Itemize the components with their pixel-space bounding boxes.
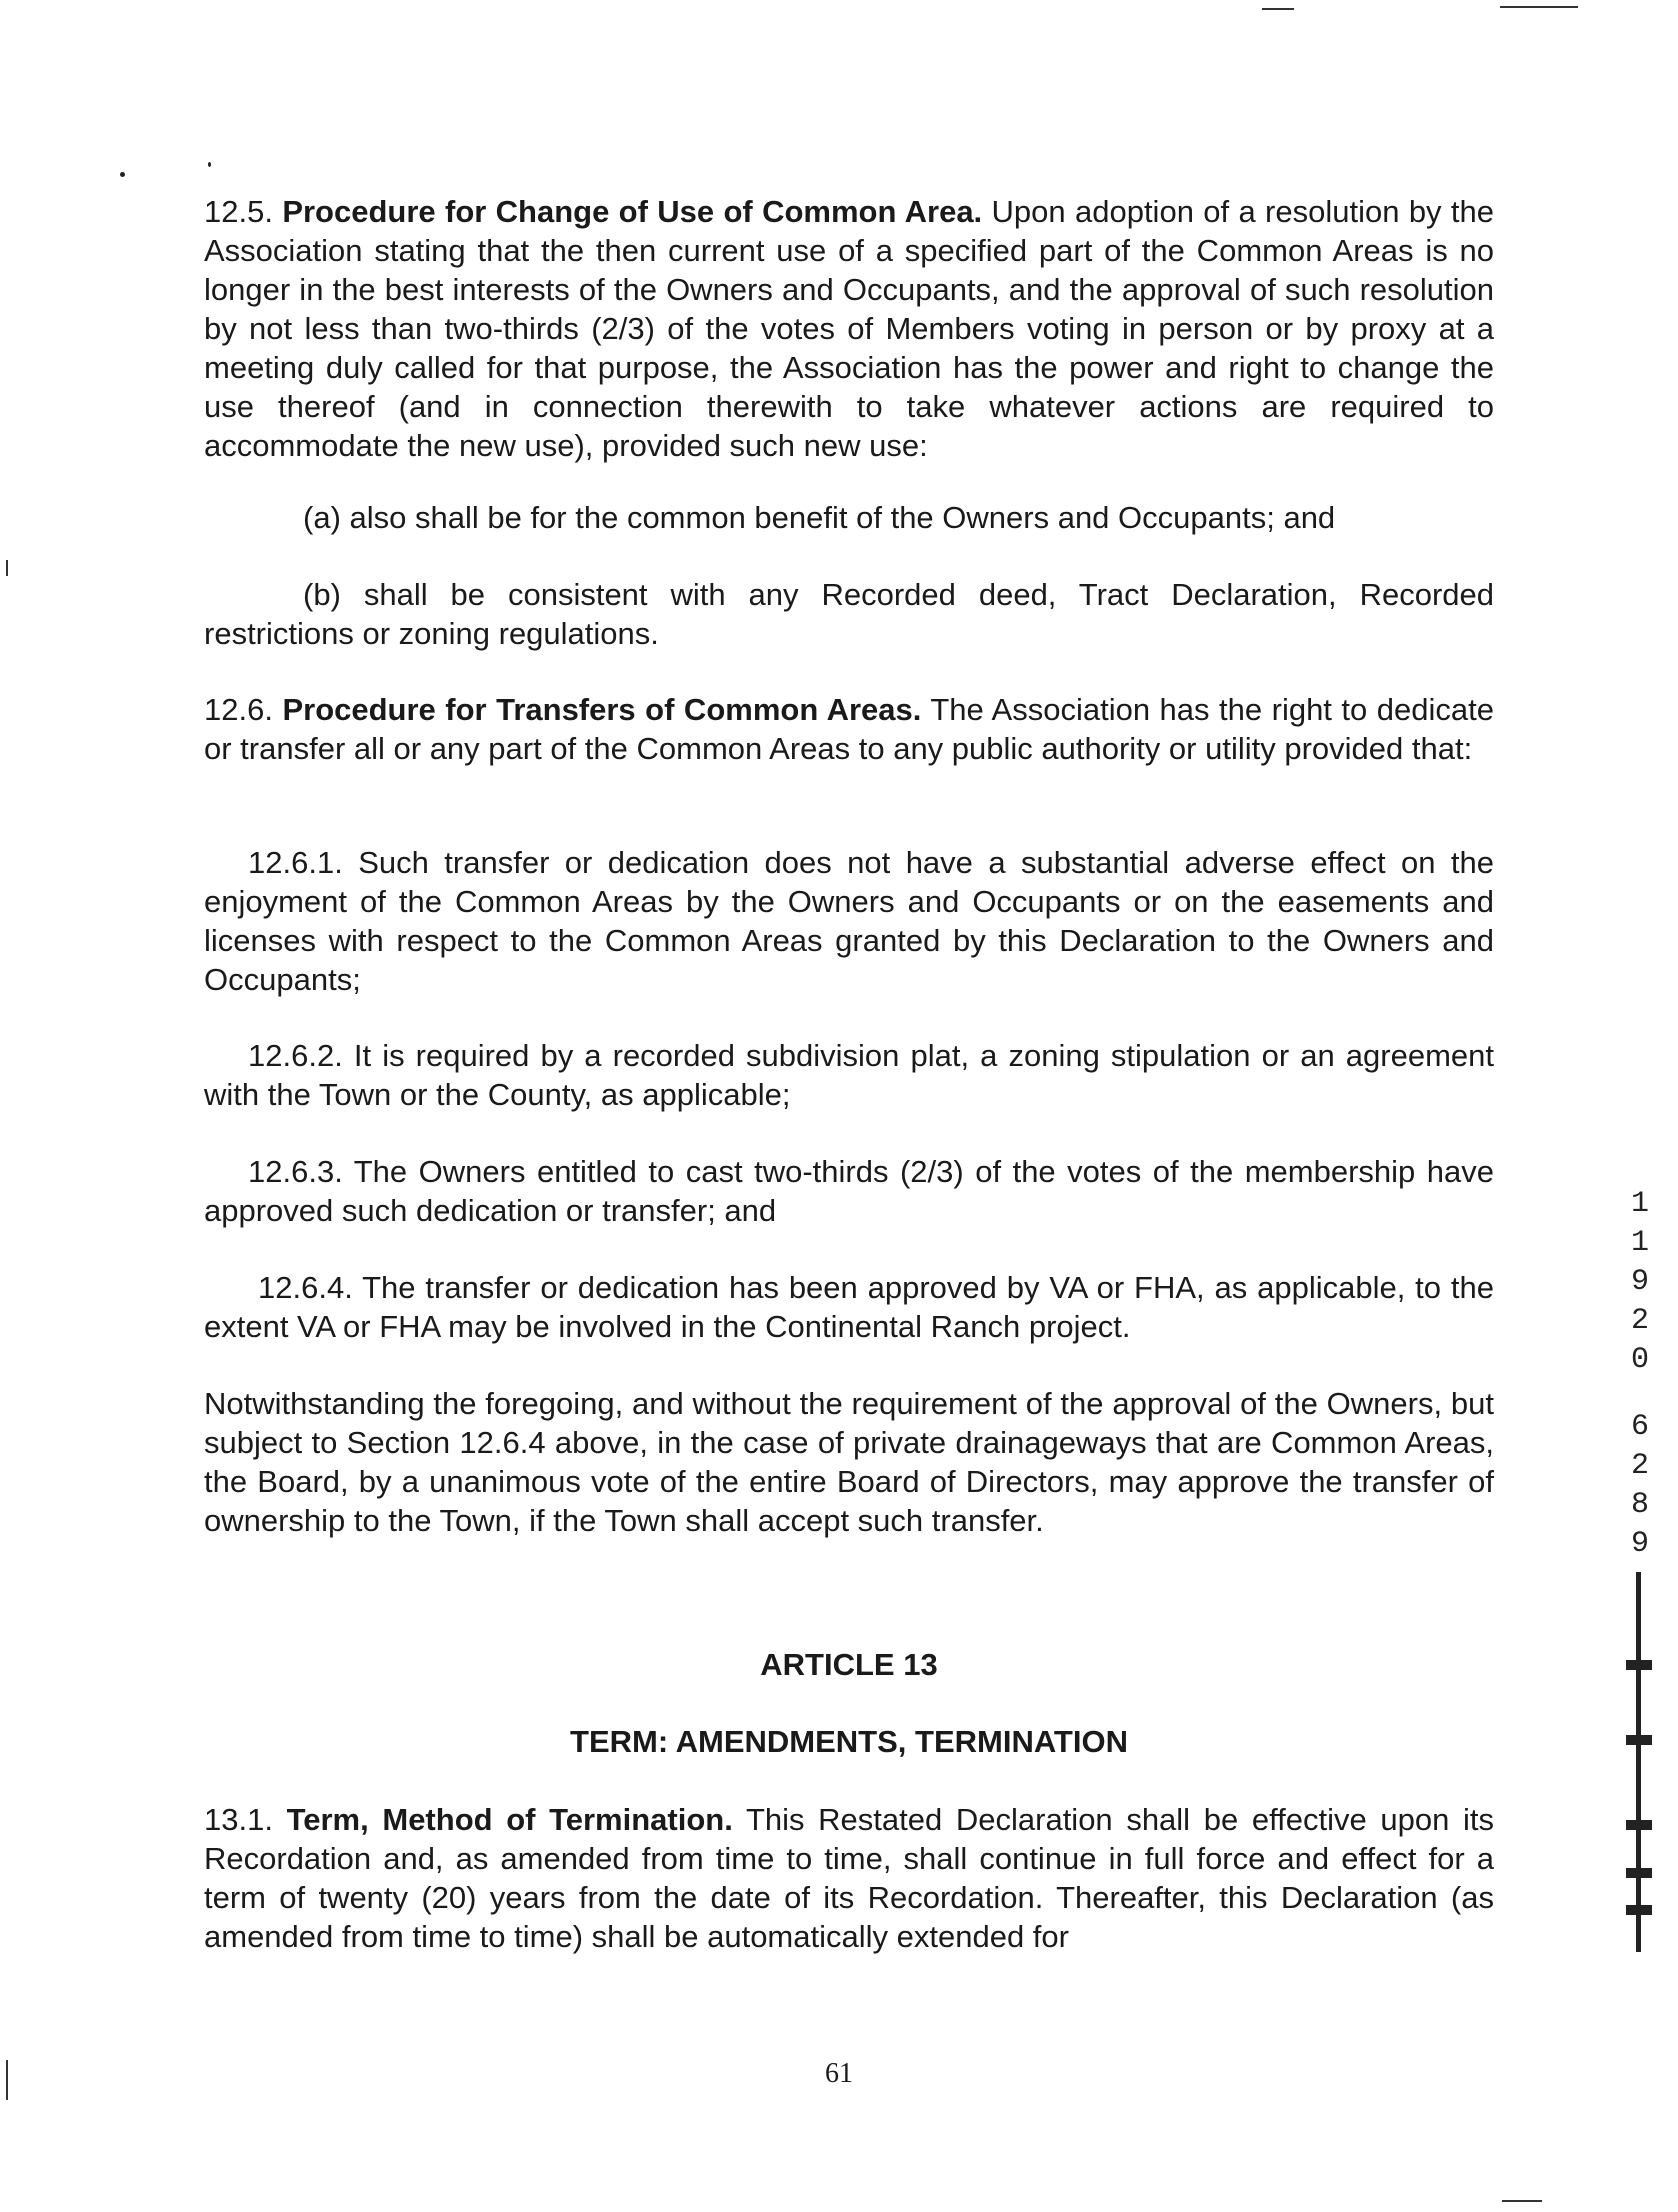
scan-rule-top-right xyxy=(1500,6,1578,8)
section-number: 12.5. xyxy=(204,194,273,229)
stamp-digit: 2 xyxy=(1630,1304,1649,1338)
stamp-digit: 0 xyxy=(1630,1343,1649,1377)
recording-number-stamp xyxy=(1625,1185,1655,1564)
clause-text: (a) also shall be for the common benefit of the Owners and Occupants; and xyxy=(303,500,1336,535)
barcode-tick xyxy=(1626,1735,1652,1745)
scan-speck xyxy=(208,162,211,167)
stamp-digit: 9 xyxy=(1630,1265,1649,1299)
stamp-digit: 9 xyxy=(1630,1527,1649,1561)
scan-mark-left xyxy=(6,560,8,576)
section-body: The Association has the right to dedicate or transfer all or any part of the Common Areas to any public authority or utility provided that: xyxy=(204,692,1494,766)
section-body: This Restated Declaration shall be effective upon its Recordation and, as amended from time to time, shall continue in full force and effect for a term of twenty (20) years from the date of its Recordation. Thereafter, this Declaration (as amended from time to time) shall be automatically extended for xyxy=(204,1802,1494,1954)
barcode-tick xyxy=(1626,1868,1652,1878)
section-title: Procedure for Change of Use of Common Area. xyxy=(282,194,983,229)
paragraph-text: Notwithstanding the foregoing, and without the requirement of the approval of the Owners, but subject to Section 12.6.4 above, in the case of private drainageways that are Common Areas, the Board, by a unanimous vote of the entire Board of Directors, may approve the transfer of ownership to the Town, if the Town shall accept such transfer. xyxy=(204,1386,1494,1538)
barcode-bar xyxy=(1636,1572,1641,1952)
notwithstanding-paragraph xyxy=(204,1384,1494,1540)
section-13-1 xyxy=(204,1800,1494,1956)
stamp-digit: 1 xyxy=(1630,1187,1649,1221)
section-title: Term, Method of Termination. xyxy=(286,1802,733,1837)
stamp-digit: 2 xyxy=(1630,1449,1649,1483)
barcode-tick xyxy=(1626,1820,1652,1830)
barcode-tick xyxy=(1626,1905,1652,1915)
section-12-5-a xyxy=(204,498,1494,537)
section-number: 12.6. xyxy=(204,692,273,727)
scan-rule-bottom-right xyxy=(1502,2200,1542,2202)
section-number: 13.1. xyxy=(204,1802,273,1837)
section-12-6-2 xyxy=(204,1036,1494,1114)
clause-text: 12.6.1. Such transfer or dedication does not have a substantial adverse effect on the enjoyment of the Common Areas by the Owners and Occupants or on the easements and licenses with respect to the Common Areas granted by this Declaration to the Owners and Occupants; xyxy=(204,845,1494,997)
clause-text: (b) shall be consistent with any Recorded deed, Tract Declaration, Recorded restrictions or zoning regulations. xyxy=(204,577,1494,651)
scan-rule-top-left xyxy=(1262,8,1294,10)
article-subheading: TERM: AMENDMENTS, TERMINATION xyxy=(570,1724,1128,1759)
section-12-5 xyxy=(204,192,1494,465)
section-12-6-3 xyxy=(204,1152,1494,1230)
article-heading: ARTICLE 13 xyxy=(760,1647,938,1682)
section-12-6-4 xyxy=(204,1268,1494,1346)
stamp-digit: 8 xyxy=(1630,1488,1649,1522)
stamp-digit: 1 xyxy=(1630,1226,1649,1260)
stamp-digit: 6 xyxy=(1630,1410,1649,1444)
scan-speck xyxy=(120,172,125,177)
section-12-6 xyxy=(204,690,1494,768)
page-number: 61 xyxy=(825,2058,853,2089)
section-body: Upon adoption of a resolution by the Association stating that the then current use of a specified part of the Common Areas is no longer in the best interests of the Owners and Occupants, and the approval of such resolution by not less than two-thirds (2/3) of the votes of Members voting in person or by proxy at a meeting duly called for that purpose, the Association has the power and right to change the use thereof (and in connection therewith to take whatever actions are required to accommodate the new use), provided such new use: xyxy=(204,194,1494,463)
clause-text: 12.6.2. It is required by a recorded subdivision plat, a zoning stipulation or an agreement with the Town or the County, as applicable; xyxy=(204,1038,1494,1112)
barcode-tick xyxy=(1626,1660,1652,1670)
section-title: Procedure for Transfers of Common Areas. xyxy=(282,692,922,727)
clause-text: 12.6.4. The transfer or dedication has been approved by VA or FHA, as applicable, to the extent VA or FHA may be involved in the Continental Ranch project. xyxy=(204,1270,1494,1344)
clause-text: 12.6.3. The Owners entitled to cast two-thirds (2/3) of the votes of the membership have approved such dedication or transfer; and xyxy=(204,1154,1494,1228)
section-12-6-1 xyxy=(204,843,1494,999)
section-12-5-b xyxy=(204,575,1494,653)
